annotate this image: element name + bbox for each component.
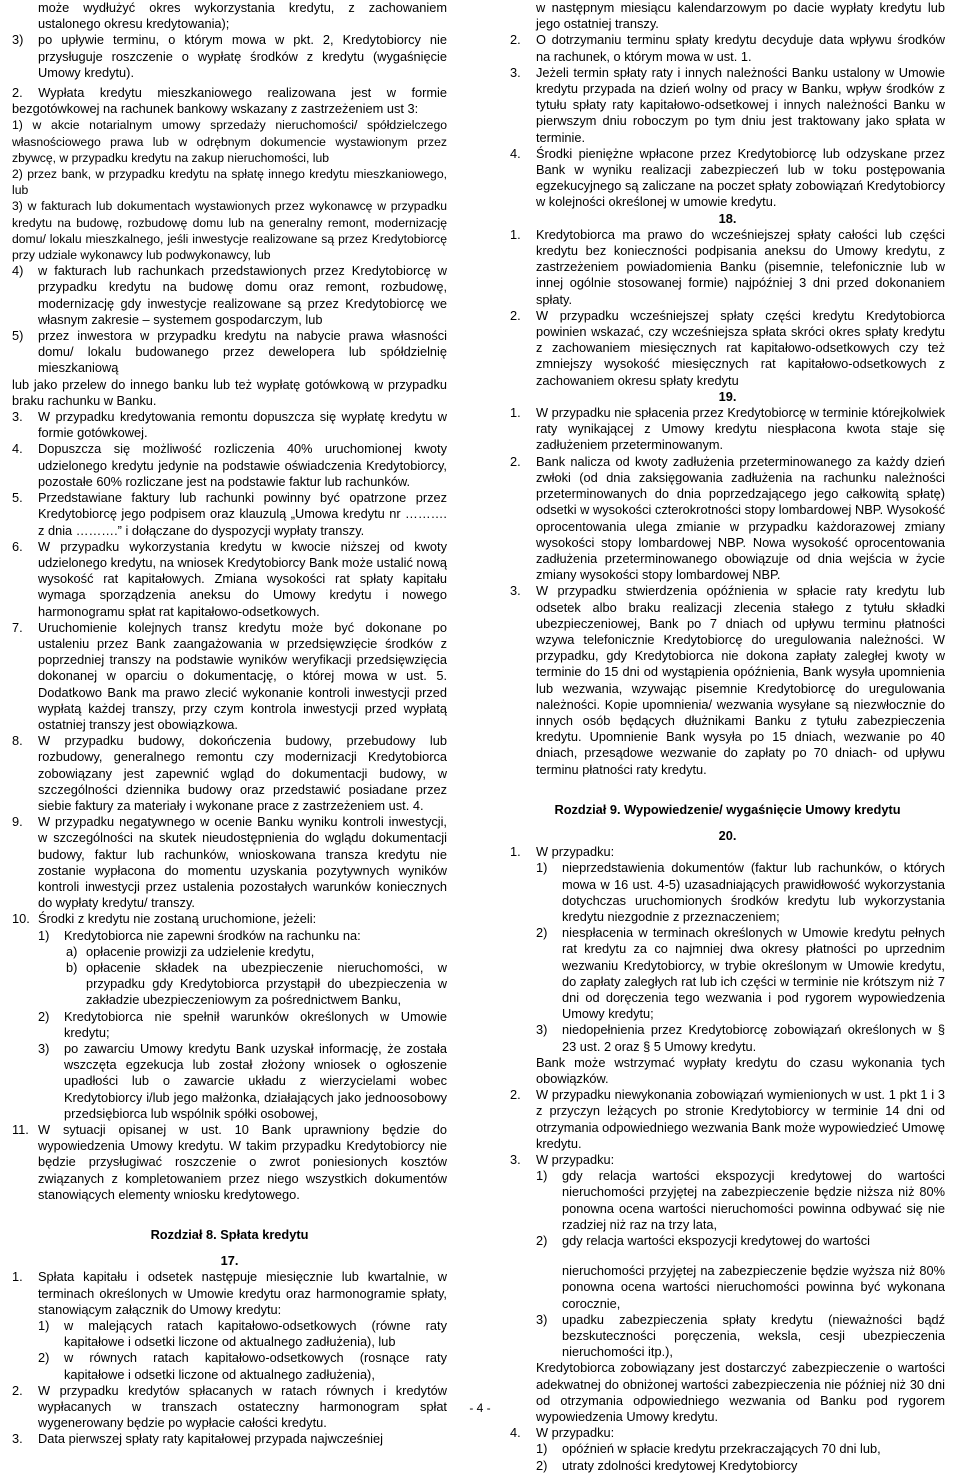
list-item: 2. Bank nalicza od kwoty zadłużenia przeterminowanego za każdy dzień zwłoki (od dnia zaksięgowania zadłużenia na rachunku należności przeterminowanych do dnia poprzedzającego jego całkowitą spłatę) odsetki w wysokości czterokrotności stopy lombardowej NBP. Wysokość oprocentowania ulega zmianie w przypadku każdorazowej zmiany wysokości stopy lombardowej NBP. Nowa wysokość oprocentowania zadłużenia przeterminowanego obowiązuje od dnia wejścia w życie zmiany wysokości stopy lombardowej NBP. [510,453,945,583]
section-number: 17. [220,1253,239,1269]
list-item: 2. Wypłata kredytu mieszkaniowego realizowana jest w formie bezgotówkowej na rachunek bankowy wskazany z zastrzeżeniem ust 3: [12,85,448,117]
paragraph: nieruchomości przyjętej na zabezpieczenie będzie wyższa niż 80% ponowna ocena wartości nieruchomości powinna być wykonana corocznie, [562,1263,945,1311]
paragraph: może wydłużyć okres wykorzystania kredytu, z zachowaniem ustalonego okresu kredytowania); [38,0,447,32]
list-item: 2. W przypadku kredytów spłacanych w ratach równych i kredytów wypłacanych w transzach ostateczny harmonogram spłat wygenerowany będzie po wypłacie całości kredytu. [12,1382,447,1431]
list-item: 3. Jeżeli termin spłaty raty i innych należności Banku ustalony w Umowie kredytu przypada na dzień wolny od pracy w Banku, wpływ środków z tytułu spłaty raty kapitałowo-odsetkowej i innych należności Banku w pierwszym dniu roboczym po tym dniu jest traktowany jako spłata w terminie. [510,64,945,145]
paragraph: lub jako przelew do innego banku lub też wypłatę gotówkową w przypadku braku rachunku w Banku. [12,376,447,408]
chapter-heading: Rozdział 8. Spłata kredytu [150,1227,309,1243]
list-item: 5) przez inwestora w przypadku kredytu na nabycie prawa własności domu/ lokalu budowanego przez dewelopera lub spółdzielnię mieszkaniową [12,328,447,376]
list-item: 1) gdy relacja wartości ekspozycji kredytowej do wartości nieruchomości przyjętej na zabezpieczenie będzie niższa niż 80% ponowna ocena wartości nieruchomości powinna odbywać się nie rzadziej niż raz na trzy lata, [536,1168,945,1232]
paragraph: Kredytobiorca zobowiązany jest dostarczyć zabezpieczenie o wartości adekwatnej do obniżonej wartości zabezpieczenia nie później niż 30 dni od otrzymania odpowiedniego wezwania od Banku pod rygorem wypowiedzenia Umowy kredytu. [536,1360,945,1425]
list-item: 6. W przypadku wykorzystania kredytu w kwocie niższej od kwoty udzielonego kredytu, na wniosek Kredytobiorcy Bank może ustalić nową wysokość rat kapitałowych. Zmiana wysokości rat spłaty kapitału wymaga sporządzenia aneksu do Umowy kredytu i nowego harmonogramu spłat rat kapitałowo-odsetkowych. [12,538,448,619]
list-item: 4. W przypadku: [510,1425,615,1441]
section-number: 18. [718,210,737,226]
list-item: 2) niespłacenia w terminach określonych w Umowie kredytu pełnych rat kredytu za co najmniej dwa okresy płatności po uprzednim wezwaniu Kredytobiorcy, w trybie określonym w Umowie kredytu, do zapłaty zaległych rat lub ich części w terminie nie krótszym niż 7 dni od doręczenia tego wezwania i pod rygorem wypowiedzenia Umowy kredytu; [536,925,945,1022]
section-number: 19. [718,388,737,404]
paragraph: w następnym miesiącu kalendarzowym po dacie wypłaty kredytu lub jego ostatniej transzy. [536,0,945,32]
list-item: 3) w fakturach lub dokumentach wystawionych przez wykonawcę w przypadku kredytu na budowę, rozbudowę domu lub na generalny remont, modernizację domu/ lokalu mieszkalnego, jeśli inwestycje realizowane są przez Kredytobiorcę przy udziale wykonawcy lub podwykonawcy, lub [12,199,447,263]
list-item: 2) gdy relacja wartości ekspozycji kredytowej do wartości [536,1233,870,1249]
list-item: 1) w malejących ratach kapitałowo-odsetkowych (równe raty kapitałowe i odsetki liczone od aktualnego zadłużenia), lub [38,1318,447,1350]
list-item: 2) w równych ratach kapitałowo-odsetkowych (rosnące raty kapitałowe i odsetki liczone od aktualnego zadłużenia), [38,1350,447,1382]
list-item: 1. W przypadku nie spłacenia przez Kredytobiorcę w terminie którejkolwiek raty wynikającej z Umowy kredytu niespłacona kwota staje się zadłużeniem przeterminowanym. [510,405,945,453]
list-item: 1) opóźnień w spłacie kredytu przekraczających 70 dni lub, [536,1441,881,1457]
list-item: b) opłacenie składek na ubezpieczenie nieruchomości, w przypadku gdy Kredytobiorca przystąpił do ubezpieczenia w zakładzie ubezpieczeniowym za pośrednictwem Banku, [66,959,447,1008]
list-item: 1. Spłata kapitału i odsetek następuje miesięcznie lub kwartalnie, w terminach określonych w Umowie kredytu oraz harmonogramie spłaty, stanowiącym załącznik do Umowy kredytu: [12,1269,447,1317]
list-item: 3. W przypadku stwierdzenia opóźnienia w spłacie raty kredytu lub odsetek albo braku realizacji zlecenia stałego z tytułu składki ubezpieczeniowej, Bank po 7 dniach od upływu terminu płatności wzywa telefonicznie Kredytobiorcę do uregulowania należności. W przypadku, gdy Kredytobiorca nie dokona zapłaty zaległej kwoty w terminie do 15 dni od wystąpienia opóźnienia, Bank wysyła upomnienia lub wezwania, wzywając pisemnie Kredytobiorcę do uregulowania należności. Kopie upomnienia/ wezwania wysyłane są niezwłocznie do innych osób będących dłużnikami Banku z tytułu zabezpieczenia kredytu. Upomnienie Bank wysyła po 15 dniach, wezwanie po 40 dniach, przesądowe wezwanie do zapłaty po 70 dniach- od upływu terminu płatności raty kredytu. [510,583,945,777]
list-item: 3. Data pierwszej spłaty raty kapitałowej przypada najwcześniej [12,1431,383,1447]
list-item: 2. W przypadku niewykonania zobowiązań wymienionych w ust. 1 pkt 1 i 3 z przyczyn leżących po stronie Kredytobiorcy w terminie 14 dni od otrzymania odpowiedniego wezwania Bank może wypowiedzieć Umowę kredytu. [510,1087,945,1151]
list-item: 3) po zawarciu Umowy kredytu Bank uzyskał informację, że została wszczęta egzekucja lub został złożony wniosek o ogłoszenie upadłości lub o zawarcie układu z wierzycielami wobec Kredytobiorcy i/lub jego małżonka, działających jako jednoosobowy przedsiębiorca lub wspólnik spółki osobowej, [38,1041,447,1121]
chapter-heading: Rozdział 9. Wypowiedzenie/ wygaśnięcie Umowy kredytu [554,801,901,817]
list-item: 7. Uruchomienie kolejnych transz kredytu może być dokonane po ustaleniu przez Bank zaangażowania w przedsięwzięcie środków z poprzedniej transzy na podstawie wyników weryfikacji przedsięwzięcia dokonanej w oparciu o dokumentację, o której mowa w ust. 5. Dodatkowo Bank ma prawo zlecić wykonanie kontroli inwestycji przed wypłatą każdej transzy, przy czym kontrola inwestycji przed wypłatą ostatniej transzy jest obowiązkowa. [12,619,447,732]
list-item: 4. Dopuszcza się możliwość rozliczenia 40% uruchomionej kwoty udzielonego kredytu jedynie na podstawie oświadczenia Kredytobiorcy, pozostałe 60% rozliczane jest na podstawie faktur lub rachunków. [12,441,447,489]
list-item: 3. W przypadku: [510,1152,615,1168]
list-item: 2. O dotrzymaniu terminu spłaty kredytu decyduje data wpływu środków na rachunek, o którym mowa w ust. 1. [510,32,945,64]
list-item: 3. W przypadku kredytowania remontu dopuszcza się wypłatę kredytu w formie gotówkowej. [12,409,447,441]
paragraph: Bank może wstrzymać wypłaty kredytu do czasu wykonania tych obowiązków. [536,1054,945,1086]
list-item: 1) Kredytobiorca nie zapewni środków na rachunku na: [38,927,361,943]
list-item: 3) upadku zabezpieczenia spłaty kredytu (nieważności bądź bezskuteczności poręczenia, weksla, cesji ubezpieczenia nieruchomości itp.), [536,1311,945,1360]
list-item: 4. Środki pieniężne wpłacone przez Kredytobiorcę lub odzyskane przez Bank w wyniku realizacji zabezpieczeń lub w toku postępowania egzekucyjnego są zaliczane na poczet spłaty zobowiązań Kredytobiorcy w kolejności określonej w umowie kredytu. [510,145,945,210]
list-item: 1) nieprzedstawienia dokumentów (faktur lub rachunków, o których mowa w 16 ust. 4-5) uzasadniających prawidłowość wykorzystania dotychczas uruchomionych środków kredytu lub wykorzystania kredytu niezgodnie z przeznaczeniem; [536,860,945,924]
list-item: 8. W przypadku budowy, dokończenia budowy, przebudowy lub rozbudowy, generalnego remontu czy modernizacji Kredytobiorca zobowiązany jest zapewnić wgląd do dokumentacji budowy, w szczególności dziennika budowy oraz przedstawić posiadane przez siebie faktury za materiały i wykonane prace z zastrzeżeniem ust. 4. [12,733,447,813]
list-item: 2) przez bank, w przypadku kredytu na spłatę innego kredytu mieszkaniowego, lub [12,167,447,198]
right-column [510,0,945,1474]
list-item: 3) po upływie terminu, o którym mowa w pkt. 2, Kredytobiorcy nie przysługuje roszczenie o wypłatę środków z kredytu (wygaśnięcie Umowy kredytu). [12,32,447,80]
list-item: 1) w akcie notarialnym umowy sprzedaży nieruchomości/ spółdzielczego własnościowego prawa lub w odrębnym dokumencie wystawionym przez zbywcę, w przypadku kredytu na zakup nieruchomości, lub [12,118,448,165]
list-item: 2. W przypadku wcześniejszej spłaty części kredytu Kredytobiorca powinien wskazać, czy wcześniejsza spłata skróci okres spłaty kredytu z zachowaniem miesięcznych rat kapitałowo-odsetkowych czy też zmniejszy wysokość miesięcznych rat kapitałowo-odsetkowych z zachowaniem okresu spłaty kredytu [510,307,945,388]
section-number: 20. [718,827,737,843]
list-item: 2) utraty zdolności kredytowej Kredytobiorcy [536,1457,798,1473]
left-column [12,0,447,1448]
list-item: 10. Środki z kredytu nie zostaną uruchomione, jeżeli: [12,911,317,927]
list-item: 1. Kredytobiorca ma prawo do wcześniejszej spłaty całości lub części kredytu bez konieczności podpisania aneksu do Umowy kredytu, z zastrzeżeniem powiadomienia Banku (pisemnie, telefonicznie lub w innej ogólnie stosowanej formie) najpóźniej 3 dni przed dokonaniem spłaty. [510,226,945,307]
list-item: 3) niedopełnienia przez Kredytobiorcę zobowiązań określonych w § 23 ust. 2 oraz § 5 Umowy kredytu. [536,1022,945,1054]
list-item: 5. Przedstawiane faktury lub rachunki powinny być opatrzone przez Kredytobiorcę jego podpisem oraz klauzulą „Umowa kredytu nr ………. z dnia ……….” i dołączane do dyspozycji wypłaty transzy. [12,490,447,538]
page-number: - 4 - [469,1401,491,1415]
list-item: a) opłacenie prowizji za udzielenie kredytu, [66,943,315,959]
list-item: 2) Kredytobiorca nie spełnił warunków określonych w Umowie kredytu; [38,1008,447,1040]
list-item: 4) w fakturach lub rachunkach przedstawionych przez Kredytobiorcę w przypadku kredytu na budowę domu oraz remont, rozbudowę, modernizację gdy inwestycje realizowane są przez Kredytobiorcę we własnym zakresie – systemem gospodarczym, lub [12,263,447,327]
list-item: 11. W sytuacji opisanej w ust. 10 Bank uprawniony będzie do wypowiedzenia Umowy kredytu. W takim przypadku Kredytobiorcy nie będzie przysługiwać roszczenie o zwrot poniesionych kosztów związanych z kompletowaniem przez niego wszystkich dokumentów stanowiących elementy wniosku kredytowego. [12,1122,447,1202]
list-item: 9. W przypadku negatywnego w ocenie Banku wyniku kontroli inwestycji, w szczególności na skutek nieudostępnienia do wglądu dokumentacji budowy, faktur lub rachunków, wnioskowana transza kredytu nie zostanie wypłacona do momentu uzyskania pozytywnych wyników kontroli inwestycji przez ustalenia pozostałych warunków koniecznych do wypłaty kredytu/ transzy. [12,814,447,911]
list-item: 1. W przypadku: [510,844,615,860]
